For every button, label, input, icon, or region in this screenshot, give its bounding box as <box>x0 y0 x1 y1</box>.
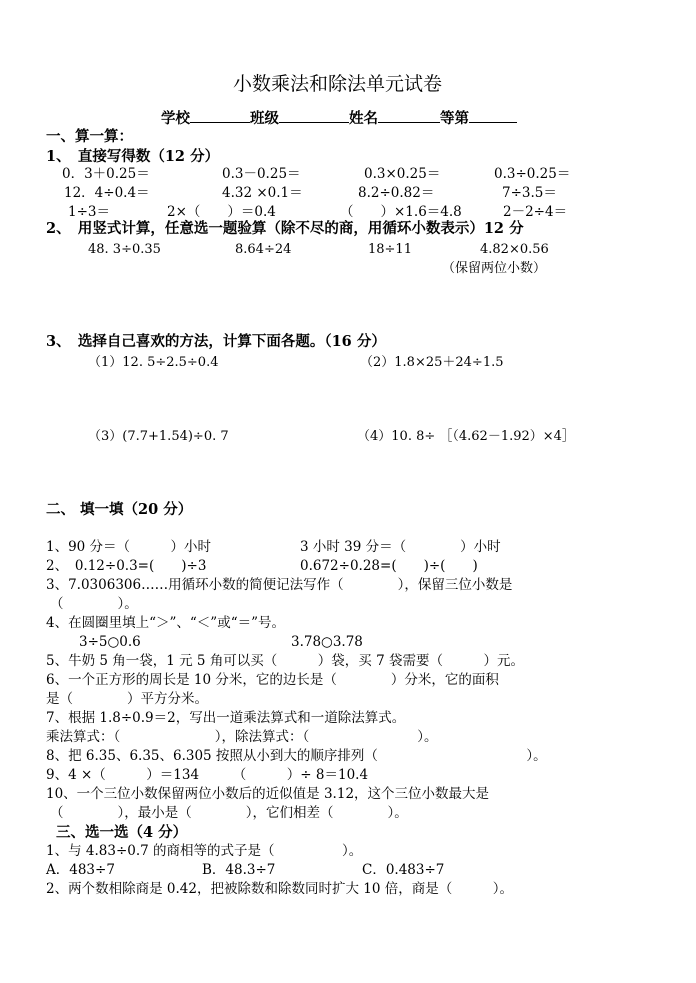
name-label: 姓名 <box>349 110 378 127</box>
q1-item: 0.3－0.25＝ <box>222 166 301 182</box>
q3-item: （1）12. 5÷2.5÷0.4 <box>88 355 219 370</box>
fill-line: 5、牛奶 5 角一袋，1 元 5 角可以买（ ）袋，买 7 袋需要（ ）元。 <box>46 653 524 669</box>
section2-heading: 二、 填一填（20 分） <box>46 501 193 518</box>
choice-option-a[interactable]: A．483÷7 <box>46 862 115 878</box>
q1-item: 0.3×0.25＝ <box>364 166 441 182</box>
q1-item: 0.3÷0.25＝ <box>494 166 571 182</box>
fill-line: （ ）。 <box>50 596 138 612</box>
fill-line: 8、把 6.35、6.35、6.305 按照从小到大的顺序排列（ ）。 <box>46 748 547 764</box>
fill-line: 是（ ）平方分米。 <box>46 691 208 707</box>
q1-item: 12．4÷0.4＝ <box>64 185 150 201</box>
school-blank[interactable] <box>190 108 250 123</box>
q2-item: 8.64÷24 <box>235 242 292 257</box>
page-title: 小数乘法和除法单元试卷 <box>233 73 443 95</box>
q1-heading: 1、 直接写得数（12 分） <box>46 148 220 165</box>
class-blank[interactable] <box>279 108 349 123</box>
q1-item: 2×（ ）＝0.4 <box>167 204 276 220</box>
q3-item: （3）(7.7+1.54)÷0. 7 <box>88 429 229 444</box>
school-label: 学校 <box>161 110 190 127</box>
name-blank[interactable] <box>378 108 440 123</box>
fill-line: （ ），最小是（ ），它们相差（ ）。 <box>50 805 408 821</box>
choice-line: 1、与 4.83÷0.7 的商相等的式子是（ ）。 <box>46 843 363 859</box>
fill-line: 3 小时 39 分＝（ ）小时 <box>300 539 501 555</box>
q1-item: 1÷3＝ <box>68 204 110 220</box>
fill-line: 1、90 分＝（ ）小时 <box>46 539 212 555</box>
q3-heading: 3、 选择自己喜欢的方法，计算下面各题。（16 分） <box>46 333 386 350</box>
q3-item: （4）10. 8÷ ［（4.62－1.92）×4］ <box>357 429 575 444</box>
fill-line: 3.78○3.78 <box>291 634 363 650</box>
q2-item: 48. 3÷0.35 <box>88 242 161 257</box>
q1-item: 4.32 ×0.1＝ <box>222 185 303 201</box>
section3-heading: 三、选一选（4 分） <box>56 824 188 841</box>
section1-heading: 一、算一算： <box>46 128 133 145</box>
choice-line: 2、两个数相除商是 0.42，把被除数和除数同时扩大 10 倍，商是（ ）。 <box>46 881 513 897</box>
q3-item: （2）1.8×25＋24÷1.5 <box>360 355 504 370</box>
fill-line: 4、在圆圈里填上“＞”、“＜”或“＝”号。 <box>46 615 285 631</box>
fill-line: 2、 0.12÷0.3=( )÷3 <box>46 558 207 574</box>
grade-blank[interactable] <box>469 108 517 123</box>
fill-line: 乘法算式：（ ），除法算式：（ ）。 <box>46 729 438 745</box>
choice-option-c[interactable]: C．0.483÷7 <box>362 862 445 878</box>
q1-item: 8.2÷0.82＝ <box>358 185 435 201</box>
class-label: 班级 <box>250 110 279 127</box>
q1-item: （ ）×1.6＝4.8 <box>340 204 462 220</box>
fill-line: 3、7.0306306……用循环小数的简便记法写作（ ），保留三位小数是 <box>46 577 513 593</box>
fill-line: 10、一个三位小数保留两位小数后的近似值是 3.12，这个三位小数最大是 <box>46 786 490 802</box>
q2-item: 18÷11 <box>368 242 412 257</box>
q2-note: （保留两位小数） <box>442 261 547 276</box>
q1-item: 0．3＋0.25＝ <box>62 166 150 182</box>
fill-line: 3÷5○0.6 <box>79 634 141 650</box>
q1-item: 2－2÷4＝ <box>503 204 568 220</box>
q2-heading: 2、 用竖式计算，任意选一题验算（除不尽的商，用循环小数表示）12 分 <box>46 220 524 237</box>
fill-line: 6、一个正方形的周长是 10 分米，它的边长是（ ）分米，它的面积 <box>46 672 499 688</box>
choice-option-b[interactable]: B．48.3÷7 <box>202 862 276 878</box>
fill-line: 7、根据 1.8÷0.9＝2，写出一道乘法算式和一道除法算式。 <box>46 710 406 726</box>
grade-label: 等第 <box>440 110 469 127</box>
fill-line: 0.672÷0.28=( )÷( ) <box>300 558 478 574</box>
q2-item: 4.82×0.56 <box>480 242 549 257</box>
header-row <box>161 108 517 127</box>
q1-item: 7÷3.5＝ <box>502 185 557 201</box>
fill-line: 9、4 ×（ ）＝134 （ ）÷ 8＝10.4 <box>46 767 369 783</box>
